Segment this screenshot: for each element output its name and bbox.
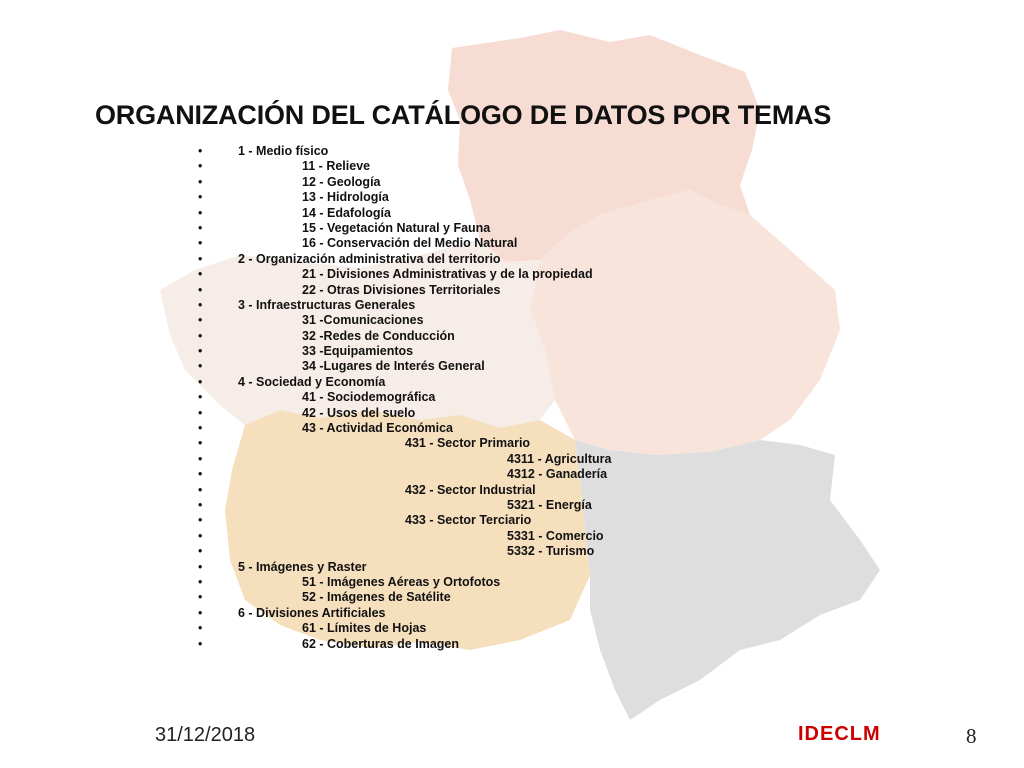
topic-item-label: 22 - Otras Divisiones Territoriales [302, 282, 501, 297]
footer-date: 31/12/2018 [155, 724, 256, 746]
bullet-icon: • [198, 205, 203, 220]
topic-item-label: 6 - Divisiones Artificiales [238, 605, 386, 620]
topic-item-label: 51 - Imágenes Aéreas y Ortofotos [302, 574, 501, 589]
bullet-icon: • [198, 544, 203, 559]
topic-item-label: 34 -Lugares de Interés General [302, 359, 485, 374]
bullet-icon: • [198, 482, 203, 497]
province-center-east [530, 190, 840, 455]
topic-item-label: 1 - Medio físico [238, 144, 329, 158]
topic-item-label: 15 - Vegetación Natural y Fauna [302, 220, 491, 235]
bullet-icon: • [198, 374, 203, 389]
topic-item-label: 5321 - Energía [507, 497, 592, 512]
bullet-icon: • [198, 528, 203, 543]
topic-item-label: 3 - Infraestructuras Generales [238, 297, 416, 312]
topic-item-label: 41 - Sociodemográfica [302, 390, 436, 405]
topic-item-label: 2 - Organización administrativa del territorio [238, 251, 501, 266]
bullet-icon: • [198, 251, 203, 266]
topic-item-label: 5332 - Turismo [507, 544, 595, 559]
bullet-icon: • [198, 605, 203, 620]
topic-item-label: 14 - Edafología [302, 205, 391, 220]
bullet-icon: • [198, 282, 203, 297]
topic-item-label: 31 -Comunicaciones [302, 313, 424, 328]
bullet-icon: • [198, 267, 203, 282]
topic-item-label: 52 - Imágenes de Satélite [302, 590, 451, 605]
bullet-icon: • [198, 467, 203, 482]
topic-item-label: 16 - Conservación del Medio Natural [302, 236, 518, 251]
bullet-icon: • [198, 497, 203, 512]
bullet-icon: • [198, 236, 203, 251]
topic-item-label: 5 - Imágenes y Raster [238, 559, 367, 574]
bullet-icon: • [198, 636, 203, 651]
topic-item-label: 4312 - Ganadería [507, 467, 608, 482]
bullet-icon: • [198, 513, 203, 528]
topic-item-label: 61 - Límites de Hojas [302, 621, 427, 636]
topic-item-label: 432 - Sector Industrial [405, 482, 536, 497]
bullet-icon: • [198, 451, 203, 466]
bullet-icon: • [198, 144, 203, 158]
bullet-icon: • [198, 590, 203, 605]
bullet-icon: • [198, 621, 203, 636]
topic-item-label: 13 - Hidrología [302, 190, 389, 205]
bullet-icon: • [198, 328, 203, 343]
page-number: 8 [966, 724, 977, 748]
bullet-icon: • [198, 559, 203, 574]
topic-item-label: 12 - Geología [302, 174, 381, 189]
topic-item-label: 11 - Relieve [302, 159, 371, 174]
topic-item-label: 4 - Sociedad y Economía [238, 374, 386, 389]
bullet-icon: • [198, 174, 203, 189]
bullet-icon: • [198, 359, 203, 374]
province-south-east [575, 440, 880, 720]
footer-brand-logo: IDECLM [798, 723, 881, 745]
bullet-icon: • [198, 436, 203, 451]
topic-item-label: 42 - Usos del suelo [302, 405, 416, 420]
bullet-icon: • [198, 220, 203, 235]
topic-item-label: 21 - Divisiones Administrativas y de la propiedad [302, 267, 593, 282]
topic-item-label: 4311 - Agricultura [507, 451, 612, 466]
topic-item-label: 5331 - Comercio [507, 528, 604, 543]
bullet-icon: • [198, 574, 203, 589]
bullet-icon: • [198, 190, 203, 205]
topic-item-label: 43 - Actividad Económica [302, 421, 453, 436]
bullet-icon: • [198, 313, 203, 328]
topic-item-label: 33 -Equipamientos [302, 344, 414, 359]
slide-title: ORGANIZACIÓN DEL CATÁLOGO DE DATOS POR TEMAS [95, 100, 832, 130]
bullet-icon: • [198, 344, 203, 359]
bullet-icon: • [198, 297, 203, 312]
bullet-icon: • [198, 405, 203, 420]
bullet-icon: • [198, 390, 203, 405]
bullet-icon: • [198, 421, 203, 436]
bullet-icon: • [198, 159, 203, 174]
topic-item-label: 433 - Sector Terciario [405, 513, 532, 528]
topic-item-label: 62 - Coberturas de Imagen [302, 636, 459, 651]
topic-item-label: 431 - Sector Primario [405, 436, 531, 451]
topic-item-label: 32 -Redes de Conducción [302, 328, 455, 343]
